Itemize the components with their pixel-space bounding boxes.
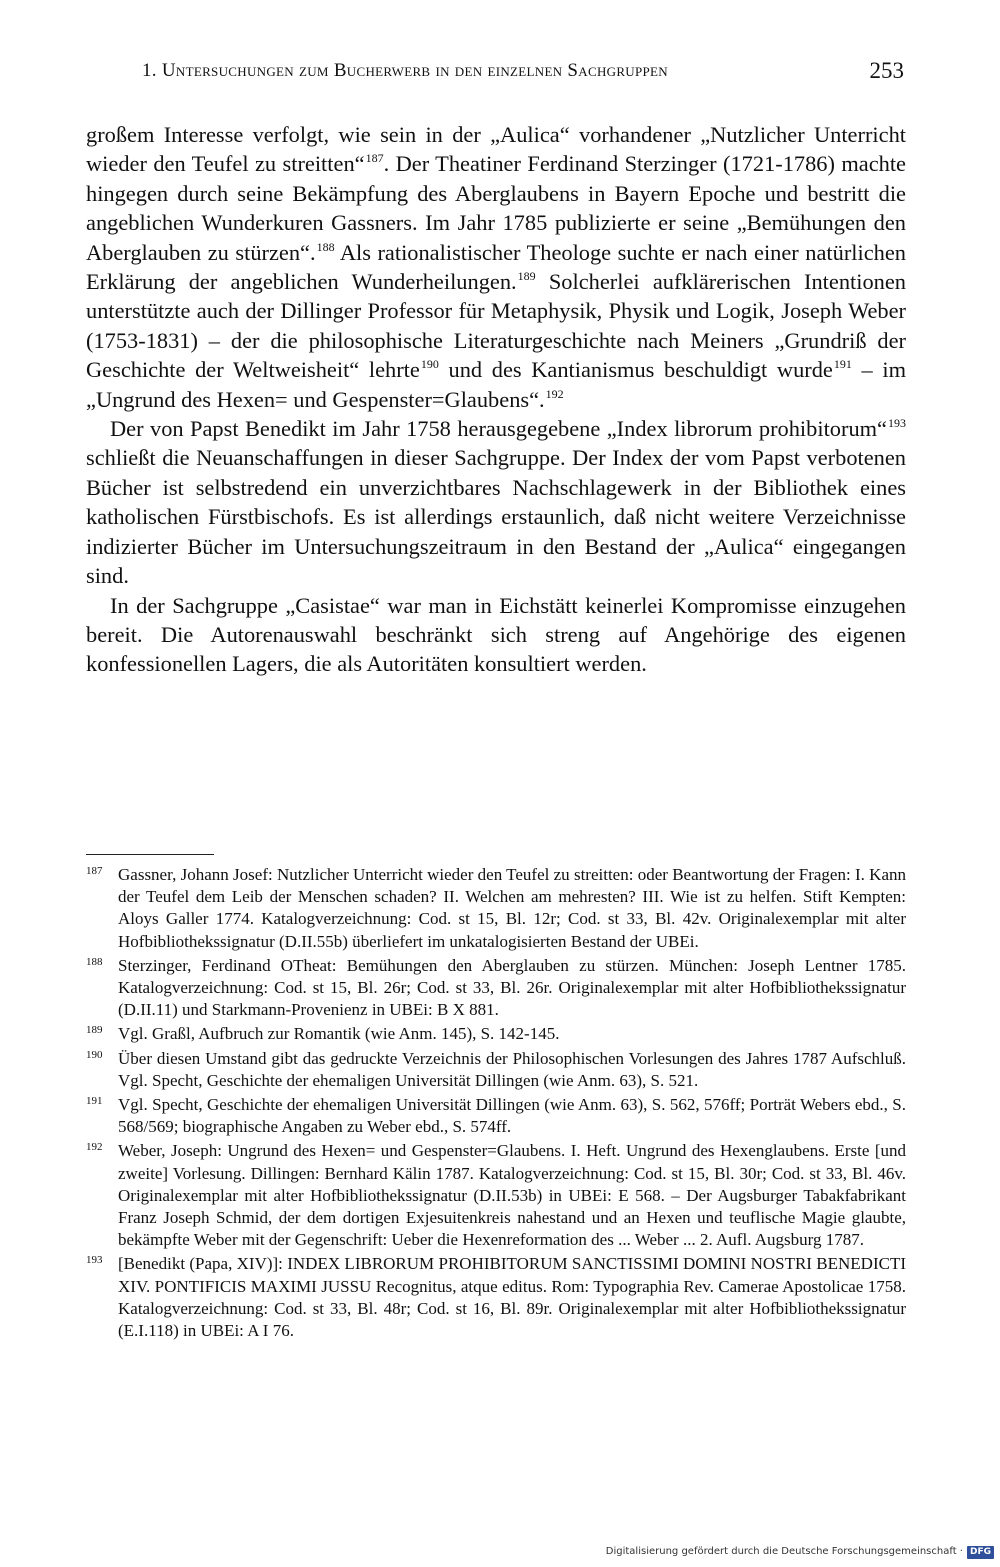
footnote-193 [86,1253,906,1342]
footnote-ref-187[interactable]: 187 [365,151,384,166]
credit-text: Digitalisierung gefördert durch die Deutsche Forschungsgemeinschaft · [605,1546,963,1557]
footnote-number: 192 [86,1141,103,1154]
paragraph-2 [86,414,906,590]
footnote-ref-189[interactable]: 189 [517,269,536,284]
footnote-number: 191 [86,1095,103,1108]
text-run: großem Interesse verfolgt, wie sein in der „Aulica“ vorhandener „Nutzlicher Unterricht wieder den Teufel zu streitten“ [86,122,906,177]
text-run: Der von Papst Benedikt im Jahr 1758 herausgegebene „Index librorum prohibitorum“ [110,416,887,442]
text-run: Solcherlei aufklärerischen Intentionen unterstützte auch der Dillinger Professor für Metaphysik, Physik und Logik, Joseph Weber (1753-1831) – der die philosophische Literaturgeschichte nach Meiners „Grundriß der Geschichte der Weltweisheit“ lehrte [86,269,906,383]
text-run: – im „Ungrund des Hexen= und Gespenster=Glaubens“. [86,357,906,412]
footnote-divider [86,854,214,855]
footnote-192 [86,1140,906,1251]
page-header [86,58,904,92]
footnote-ref-188[interactable]: 188 [316,239,335,254]
footnote-number: 189 [86,1024,103,1037]
footnote-number: 188 [86,955,103,968]
footnote-text: Vgl. Specht, Geschichte der ehemaligen Universität Dillingen (wie Anm. 63), S. 562, 576ff; Porträt Webers ebd., S. 568/569; biographische Angaben zu Weber ebd., S. 574ff. [118,1095,906,1137]
footnote-189 [86,1023,906,1045]
page-number: 253 [869,58,904,83]
digitization-credit [606,1545,994,1559]
text-run: und des Kantianismus beschuldigt wurde [438,357,833,383]
dfg-logo-icon: DFG [967,1546,994,1559]
running-head: 1. Untersuchungen zum Bucherwerb in den einzelnen Sachgruppen [142,60,668,81]
footnote-text: [Benedikt (Papa, XIV)]: INDEX LIBRORUM PROHIBITORUM SANCTISSIMI DOMINI NOSTRI BENEDICTI XIV. PONTIFICIS MAXIMI JUSSU Recognitus, atque editus. Rom: Typographia Rev. Camerae Apostolicae 1758. Katalogverzeichnung: Cod. st 33, Bl. 48r; Cod. st 16, Bl. 89r. Originalexemplar mit alter Hofbibliothekssignatur (E.I.118) in UBEi: A I 76. [118,1254,906,1341]
footnote-191 [86,1094,906,1138]
footnote-text: Über diesen Umstand gibt das gedruckte Verzeichnis der Philosophischen Vorlesungen des Jahres 1787 Aufschluß. Vgl. Specht, Geschichte der ehemaligen Universität Dillingen (wie Anm. 63), S. 521. [118,1048,906,1090]
footnote-text: Vgl. Graßl, Aufbruch zur Romantik (wie Anm. 145), S. 142-145. [118,1024,560,1044]
footnote-188 [86,955,906,1022]
footnote-text: Gassner, Johann Josef: Nutzlicher Unterricht wieder den Teufel zu streitten: oder Beantwortung der Fragen: I. Kann der Teufel dem Leib der Menschen schaden? II. Welchen am mehresten? III. Wie ist zu helfen. Stift Kempten: Aloys Galler 1774. Katalogverzeichnung: Cod. st 15, Bl. 12r; Cod. st 33, Bl. 42v. Originalexemplar mit alter Hofbibliothekssignatur (D.II.55b) überliefert im unkatalogisierten Bestand der UBEi. [118,865,906,951]
footnote-ref-191[interactable]: 191 [833,357,852,372]
text-run: . Der Theatiner Ferdinand Sterzinger (1721-1786) machte hingegen durch seine Bekämpfung des Aberglaubens in Bayern Epoche und bestritt die angeblichen Wunderkuren Gassners. Im Jahr 1785 publizierte er seine „Bemühungen den Aberglauben zu stürzen“. [86,151,906,265]
footnote-187 [86,864,906,953]
footnote-number: 190 [86,1048,103,1061]
footnotes [86,864,906,1344]
text-run: Als rationalistischer Theologe suchte er nach einer natürlichen Erklärung der angeblichen Wunderheilungen. [86,239,906,295]
footnote-text: Weber, Joseph: Ungrund des Hexen= und Gespenster=Glaubens. I. Heft. Ungrund des Hexenglaubens. Erste [und zweite] Vorlesung. Dillingen: Bernhard Kälin 1787. Katalogverzeichnung: Cod. st 15, Bl. 30r; Cod. st 33, Bl. 46v. Originalexemplar mit alter Hofbibliothekssignatur (D.II.53b) in UBEi: E 568. – Der Augsburger Tabakfabrikant Franz Joseph Schmid, der dem dortigen Exjesuitenkreis nahestand und an Hexen und teuflische Magie glaubte, bekämpfte Weber mit der Gegenschrift: Ueber die Hexenreformation des ... Weber ... 2. Aufl. Augsburg 1787. [118,1141,906,1250]
footnote-number: 193 [86,1254,103,1267]
paragraph-1 [86,120,906,414]
main-text [86,120,906,679]
footnote-ref-192[interactable]: 192 [545,386,564,401]
footnote-ref-190[interactable]: 190 [420,357,439,372]
paragraph-3: In der Sachgruppe „Casistae“ war man in Eichstätt keinerlei Kompromisse einzugehen bereit. Die Autorenauswahl beschränkt sich streng auf Angehörige des eigenen konfessionellen Lagers, die als Autoritäten konsultiert werden. [86,592,906,677]
footnote-ref-193[interactable]: 193 [888,416,906,431]
footnote-text: Sterzinger, Ferdinand OTheat: Bemühungen den Aberglauben zu stürzen. München: Joseph Lentner 1785. Katalogverzeichnung: Cod. st 15, Bl. 26r; Cod. st 33, Bl. 26r. Originalexemplar mit alter Hofbibliothekssignatur (D.II.11) und Starkmann-Provenienz in UBEi: B X 881. [118,955,906,1020]
text-run: schließt die Neuanschaffungen in dieser Sachgruppe. Der Index der vom Papst verbotenen Bücher ist selbstredend ein unverzichtbares Nachschlagewerk in der Bibliothek eines katholischen Fürstbischofs. Es ist allerdings erstaunlich, daß nicht weitere Verzeichnisse indizierter Bücher im Untersuchungszeitraum in den Bestand der „Aulica“ eingegangen sind. [86,445,906,589]
footnote-190 [86,1048,906,1092]
footnote-number: 187 [86,865,103,877]
